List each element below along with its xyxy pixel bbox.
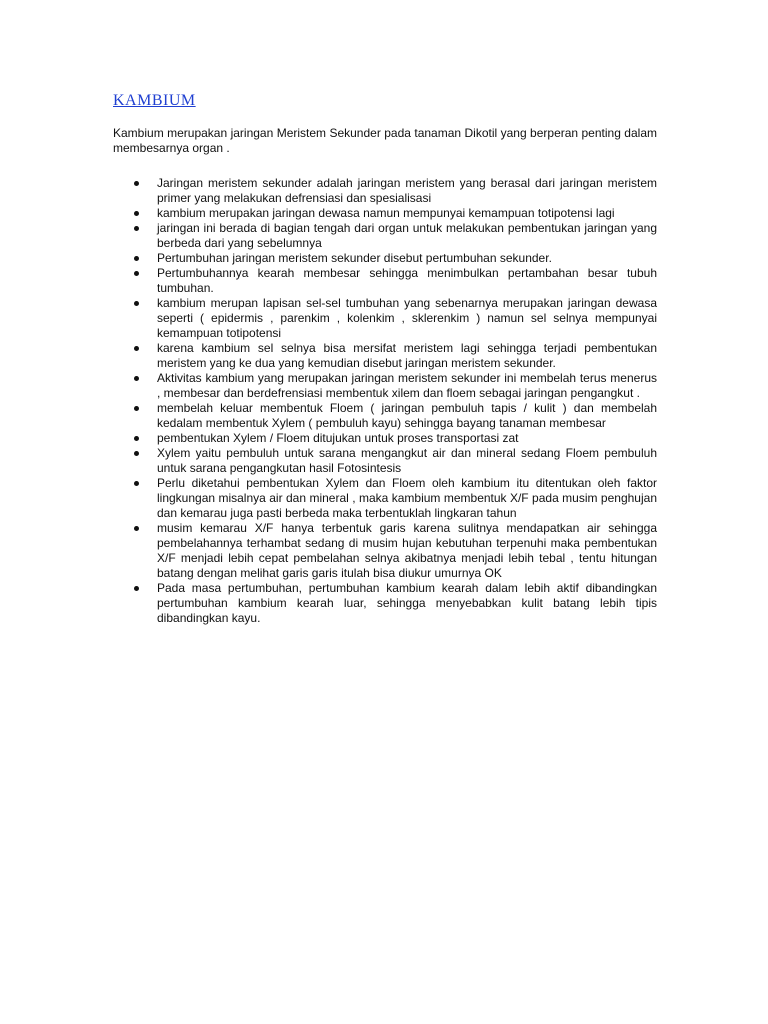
bullet-text: Aktivitas kambium yang merupakan jaringan meristem sekunder ini membelah terus menerus , membesar dan berdefrensiasi membentuk xilem dan floem sebagai jaringan pengangkut .: [157, 371, 657, 400]
bullet-icon: [134, 376, 139, 381]
bullet-text: karena kambium sel selnya bisa mersifat meristem lagi sehingga terjadi pembentukan meristem yang ke dua yang kemudian disebut jaringan meristem sekunder.: [157, 341, 657, 370]
bullet-icon: [134, 406, 139, 411]
bullet-item: [113, 581, 657, 626]
bullet-text: musim kemarau X/F hanya terbentuk garis karena sulitnya mendapatkan air sehingga pembelahannya terhambat sedang di musim hujan kebutuhan terpenuhi maka pembentukan X/F menjadi lebih cepat pembelahan selnya akibatnya menjadi lebih tebal , tentu hitungan batang dengan melihat garis garis itulah bisa diukur umurnya OK: [157, 521, 657, 580]
bullet-icon: [134, 256, 139, 261]
bullet-icon: [134, 226, 139, 231]
bullet-icon: [134, 481, 139, 486]
bullet-item: [113, 371, 657, 401]
bullet-text: Pertumbuhannya kearah membesar sehingga menimbulkan pertambahan besar tubuh tumbuhan.: [157, 266, 657, 295]
bullet-text: pembentukan Xylem / Floem ditujukan untuk proses transportasi zat: [157, 431, 519, 445]
bullet-text: Pertumbuhan jaringan meristem sekunder disebut pertumbuhan sekunder.: [157, 251, 552, 265]
bullet-item: [113, 521, 657, 581]
bullet-icon: [134, 436, 139, 441]
bullet-item: [113, 476, 657, 521]
bullet-item: [113, 296, 657, 341]
bullet-text: Jaringan meristem sekunder adalah jaringan meristem yang berasal dari jaringan meristem primer yang melakukan defrensiasi dan spesialisasi: [157, 176, 657, 205]
bullet-text: Pada masa pertumbuhan, pertumbuhan kambium kearah dalam lebih aktif dibandingkan pertumbuhan kambium kearah luar, sehingga menyebabkan kulit batang lebih tipis dibandingkan kayu.: [157, 581, 657, 625]
document-title[interactable]: KAMBIUM: [113, 92, 196, 109]
bullet-item: [113, 266, 657, 296]
bullet-text: membelah keluar membentuk Floem ( jaringan pembuluh tapis / kulit ) dan membelah kedalam membentuk Xylem ( pembuluh kayu) sehingga bayang tanaman membesar: [157, 401, 657, 430]
bullet-text: jaringan ini berada di bagian tengah dari organ untuk melakukan pembentukan jaringan yang berbeda dari yang sebelumnya: [157, 221, 657, 250]
bullet-icon: [134, 586, 139, 591]
bullet-item: [113, 401, 657, 431]
bullet-icon: [134, 346, 139, 351]
bullet-icon: [134, 211, 139, 216]
bullet-text: Perlu diketahui pembentukan Xylem dan Floem oleh kambium itu ditentukan oleh faktor lingkungan misalnya air dan mineral , maka kambium membentuk X/F pada musim penghujan dan kemarau juga pasti berbeda maka terbentuklah lingkaran tahun: [157, 476, 657, 520]
bullet-item: [113, 341, 657, 371]
bullet-icon: [134, 301, 139, 306]
bullet-text: kambium merupan lapisan sel-sel tumbuhan yang sebenarnya merupakan jaringan dewasa seperti ( epidermis , parenkim , kolenkim , sklerenkim ) namun sel selnya mempunyai kemampuan totipotensi: [157, 296, 657, 340]
bullet-icon: [134, 451, 139, 456]
bullet-item: [113, 446, 657, 476]
bullet-text: kambium merupakan jaringan dewasa namun mempunyai kemampuan totipotensi lagi: [157, 206, 615, 220]
bullet-item: [113, 176, 657, 206]
bullet-item: [113, 251, 657, 266]
bullet-item: [113, 221, 657, 251]
bullet-icon: [134, 181, 139, 186]
bullet-item: [113, 206, 657, 221]
bullet-list: [113, 176, 657, 626]
bullet-icon: [134, 526, 139, 531]
bullet-item: [113, 431, 657, 446]
intro-paragraph: Kambium merupakan jaringan Meristem Sekunder pada tanaman Dikotil yang berperan penting dalam membesarnya organ .: [113, 126, 657, 155]
bullet-text: Xylem yaitu pembuluh untuk sarana mengangkut air dan mineral sedang Floem pembuluh untuk sarana pengangkutan hasil Fotosintesis: [157, 446, 657, 475]
bullet-icon: [134, 271, 139, 276]
